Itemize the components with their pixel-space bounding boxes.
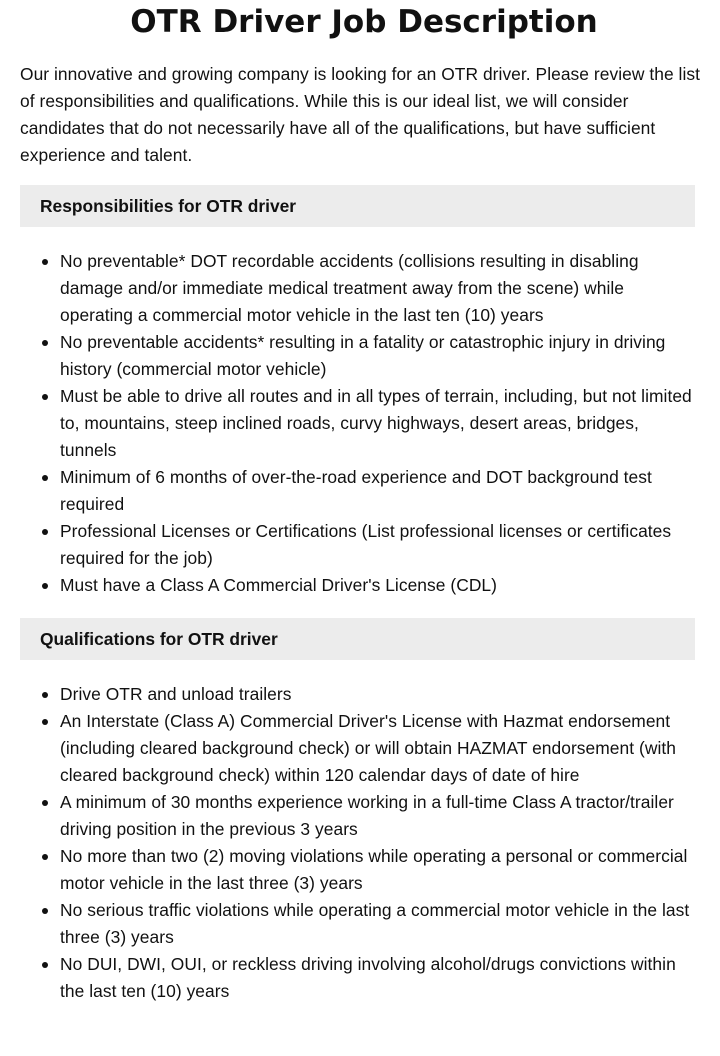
intro-paragraph: Our innovative and growing company is looking for an OTR driver. Please review the list of responsibilities and qualifications. While this is our ideal list, we will consider candidates that do not necessarily have all of the qualifications, but have sufficient experience and talent. — [20, 64, 701, 165]
list-item: A minimum of 30 months experience working in a full-time Class A tractor/trailer driving position in the previous 3 years — [20, 789, 700, 843]
list-item: An Interstate (Class A) Commercial Driver's License with Hazmat endorsement (including cleared background check) or will obtain HAZMAT endorsement (with cleared background check) within 120 calendar days of date of hire — [20, 708, 700, 789]
list-item: No preventable accidents* resulting in a fatality or catastrophic injury in driving history (commercial motor vehicle) — [20, 329, 700, 383]
list-item: Drive OTR and unload trailers — [20, 681, 700, 708]
responsibilities-heading: Responsibilities for OTR driver — [20, 185, 695, 227]
qualifications-list — [20, 681, 700, 1005]
page-title: OTR Driver Job Description — [130, 4, 598, 40]
list-item: Minimum of 6 months of over-the-road experience and DOT background test required — [20, 464, 700, 518]
qualifications-heading: Qualifications for OTR driver — [20, 618, 695, 660]
responsibilities-list — [20, 248, 700, 599]
list-item: Professional Licenses or Certifications (List professional licenses or certificates required for the job) — [20, 518, 700, 572]
list-item: No DUI, DWI, OUI, or reckless driving involving alcohol/drugs convictions within the last ten (10) years — [20, 951, 700, 1005]
list-item: No more than two (2) moving violations while operating a personal or commercial motor vehicle in the last three (3) years — [20, 843, 700, 897]
list-item: Must have a Class A Commercial Driver's License (CDL) — [20, 572, 700, 599]
list-item: Must be able to drive all routes and in all types of terrain, including, but not limited to, mountains, steep inclined roads, curvy highways, desert areas, bridges, tunnels — [20, 383, 700, 464]
list-item: No serious traffic violations while operating a commercial motor vehicle in the last three (3) years — [20, 897, 700, 951]
list-item: No preventable* DOT recordable accidents (collisions resulting in disabling damage and/or immediate medical treatment away from the scene) while operating a commercial motor vehicle in the last ten (10) years — [20, 248, 700, 329]
